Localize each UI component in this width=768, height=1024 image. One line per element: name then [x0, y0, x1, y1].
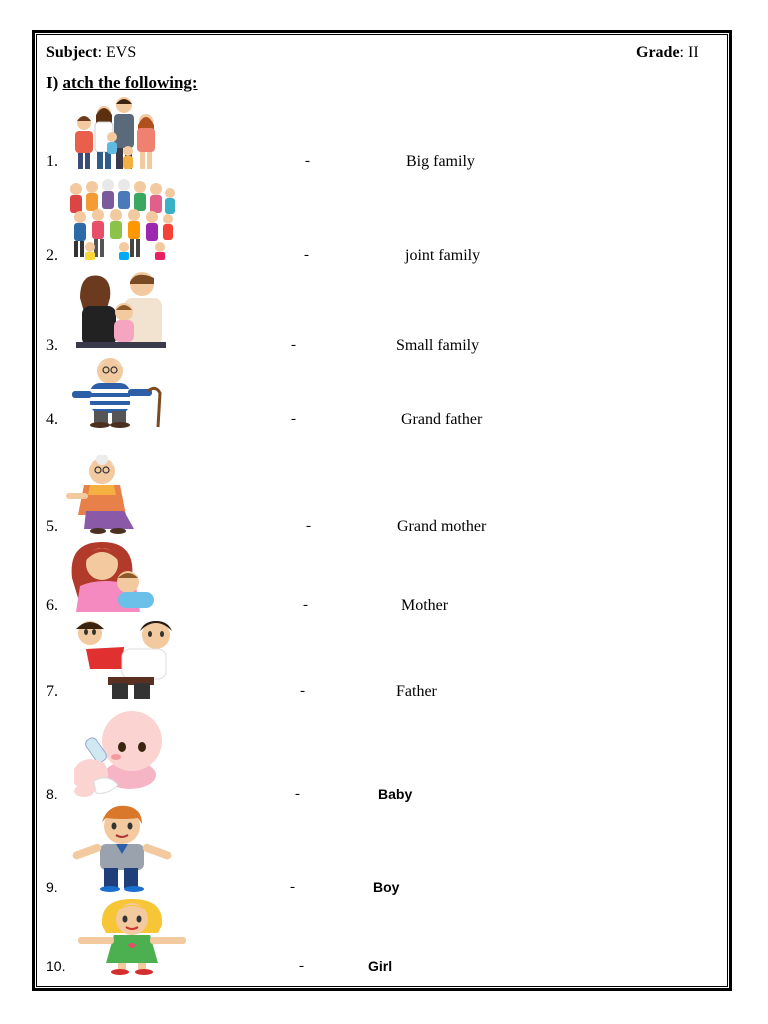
item-number-6: 6.	[46, 597, 58, 614]
girl-illustration	[74, 897, 190, 975]
grade-label: Grade	[636, 44, 680, 61]
small-family-illustration	[66, 268, 172, 352]
grade-line	[636, 44, 699, 62]
item-answer-3: Small family	[396, 337, 480, 354]
item-number-2: 2.	[46, 247, 58, 264]
item-dash-1: -	[305, 153, 310, 169]
boy-illustration	[66, 804, 178, 892]
item-dash-4: -	[291, 411, 296, 427]
item-dash-2: -	[304, 247, 309, 263]
item-dash-9: -	[290, 879, 295, 895]
item-answer-6: Mother	[401, 597, 449, 614]
item-dash-10: -	[299, 958, 304, 974]
item-dash-3: -	[291, 337, 296, 353]
item-answer-7: Father	[396, 683, 437, 700]
item-dash-8: -	[295, 786, 300, 802]
item-answer-5: Grand mother	[397, 518, 487, 535]
item-number-7: 7.	[46, 683, 58, 700]
item-dash-5: -	[306, 518, 311, 534]
item-dash-7: -	[300, 683, 305, 699]
item-answer-8: Baby	[378, 786, 413, 802]
subject-value: : EVS	[97, 44, 137, 61]
joint-family-illustration	[66, 177, 176, 261]
item-answer-9: Boy	[373, 879, 400, 895]
item-number-3: 3.	[46, 337, 58, 354]
item-number-9: 9.	[46, 879, 58, 895]
item-answer-2: joint family	[405, 247, 481, 264]
item-number-5: 5.	[46, 518, 58, 535]
grandmother-illustration	[64, 455, 156, 535]
instruction-text: atch the following:	[62, 73, 198, 92]
grandfather-illustration	[64, 355, 168, 429]
item-answer-4: Grand father	[401, 411, 483, 428]
subject-line	[46, 44, 136, 62]
father-illustration	[64, 617, 182, 701]
item-dash-6: -	[303, 597, 308, 613]
mother-illustration	[66, 538, 162, 614]
subject-label: Subject	[46, 44, 98, 61]
item-answer-10: Girl	[368, 958, 393, 974]
instruction-prefix: I)	[46, 73, 63, 92]
instruction-heading	[46, 73, 198, 93]
item-answer-1: Big family	[406, 153, 475, 170]
item-number-8: 8.	[46, 786, 58, 802]
big-family-illustration	[66, 95, 162, 171]
item-number-1: 1.	[46, 153, 58, 170]
grade-value: : II	[679, 44, 699, 61]
item-number-10: 10.	[46, 958, 66, 974]
baby-illustration	[64, 703, 164, 803]
item-number-4: 4.	[46, 411, 58, 428]
